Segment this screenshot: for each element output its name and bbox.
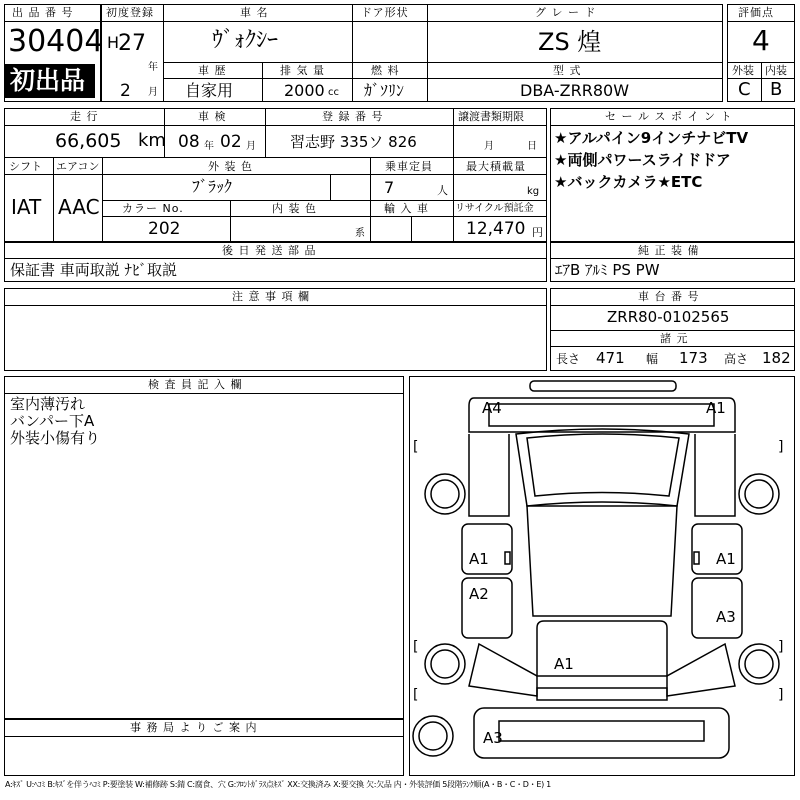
length-label: 長さ (556, 352, 581, 366)
year-unit: 年 (148, 62, 158, 73)
damage-mark: A4 (482, 399, 502, 417)
exterior-grade-label: 外装 (732, 64, 754, 77)
later-parts-label: 後 日 発 送 部 品 (222, 244, 317, 257)
score: 4 (752, 24, 770, 57)
damage-mark: A1 (469, 550, 489, 568)
grade: ZS 煌 (538, 28, 602, 56)
month-unit: 月 (148, 87, 158, 98)
later-parts: 保証書 車両取説 ﾅﾋﾞ取説 (10, 261, 178, 279)
registration-month: 2 (120, 81, 131, 101)
recycle-deposit-label: リサイクル預託金 (455, 203, 534, 214)
interior-grade: B (770, 79, 783, 100)
transfer-deadline-label: 譲渡書類期限 (458, 110, 524, 123)
dimensions-label: 諸 元 (660, 332, 689, 345)
interior-grade-label: 内装 (765, 64, 787, 77)
max-load-label: 最大積載量 (466, 160, 526, 173)
exterior-grade: C (738, 79, 751, 100)
damage-mark: A3 (716, 608, 736, 626)
damage-legend: A:ｷｽﾞ U:ﾍｺﾐ B:ｷｽﾞを伴うﾍｺﾐ P:要塗装 W:補修跡 S:錆 C:腐食、穴 G:ﾌﾛﾝﾄｶﾞﾗｽ点ｷｽﾞ XX:交換済み X:要交換 欠:欠品 内・外装評価 5段階ﾗﾝｸ順(A・B・C・D・E) 1 (5, 780, 551, 789)
history-label: 車 歴 (198, 64, 227, 77)
damage-mark: A2 (469, 585, 489, 603)
lot-number-label: 出 品 番 号 (12, 6, 74, 19)
height-label: 高さ (724, 352, 749, 366)
displacement-label: 排 気 量 (280, 64, 325, 77)
car-outline-diagram (409, 376, 795, 776)
door-type-label: ドア形状 (361, 6, 409, 19)
damage-mark: A1 (706, 399, 726, 417)
damage-mark: A1 (554, 655, 574, 673)
first-listing-label: 初出品 (10, 66, 86, 95)
inspector-line-1: 室内薄汚れ (10, 395, 86, 413)
color: ﾌﾞﾗｯｸ (192, 177, 233, 196)
mileage: 66,605 (55, 130, 122, 152)
inspection-label: 車 検 (198, 110, 227, 123)
equipment-label: 純 正 装 備 (638, 244, 700, 257)
capacity-unit: 人 (437, 184, 448, 197)
bracket-right-mid: ] (778, 639, 784, 655)
color-number: 202 (148, 219, 181, 239)
bracket-left-low: [ (413, 687, 419, 703)
bracket-right-low: ] (778, 687, 784, 703)
width-label: 幅 (646, 352, 659, 366)
bracket-right-top: ] (778, 439, 784, 455)
era-letter: H (107, 33, 120, 52)
capacity: 7 (384, 178, 395, 197)
sales-point-2: ★両側パワースライドドア (554, 151, 731, 169)
bracket-left-mid: [ (413, 639, 419, 655)
inspection-year: 08 (178, 132, 200, 152)
lot-number: 30404 (8, 24, 104, 59)
model-label: 型 式 (553, 64, 582, 77)
width: 173 (679, 349, 708, 367)
recycle-deposit-unit: 円 (532, 226, 543, 239)
inspector-label: 検 査 員 記 入 欄 (148, 378, 243, 391)
office-label: 事 務 局 よ り ご 案 内 (130, 721, 258, 734)
capacity-label: 乗車定員 (385, 160, 433, 173)
ac-label: エアコン (56, 160, 100, 173)
height: 182 (762, 349, 791, 367)
bracket-left-top: [ (413, 439, 419, 455)
registration-year: 27 (118, 31, 146, 56)
registration-number: 習志野 335ソ 826 (290, 133, 417, 151)
interior-color-label: 内 装 色 (272, 202, 317, 215)
mileage-label: 走 行 (70, 110, 99, 123)
length: 471 (596, 349, 625, 367)
interior-color-unit: 系 (355, 228, 365, 239)
displacement-unit: cc (328, 87, 339, 98)
grade-label: グ レ ー ド (535, 6, 597, 19)
import-label: 輸 入 車 (384, 202, 429, 215)
chassis-number-label: 車 台 番 号 (638, 290, 700, 303)
damage-mark: A1 (716, 550, 736, 568)
recycle-deposit: 12,470 (466, 219, 526, 239)
sales-point-1: ★アルパイン9インチナビTV (554, 129, 749, 147)
notes-label: 注 意 事 項 欄 (232, 290, 310, 303)
first-registration-label: 初度登録 (106, 6, 154, 19)
sales-point-3: ★バックカメラ★ETC (554, 173, 703, 191)
car-name-label: 車 名 (240, 6, 269, 19)
ac: AAC (58, 195, 100, 219)
inspection-month: 02 (220, 132, 242, 152)
fuel-label: 燃 料 (371, 64, 400, 77)
inspector-line-2: バンパー下A (10, 412, 95, 430)
shift-label: シフト (9, 160, 42, 173)
shift: IAT (11, 195, 42, 219)
color-number-label: カラー No. (122, 202, 184, 215)
transfer-day-unit: 日 (527, 141, 537, 152)
transfer-month-unit: 月 (484, 141, 494, 152)
model-code: DBA-ZRR80W (520, 81, 630, 100)
sales-points-label: セ ー ル ス ポ イ ン ト (605, 110, 733, 123)
mileage-unit: km (138, 130, 166, 151)
fuel: ｶﾞｿﾘﾝ (364, 81, 405, 100)
max-load-unit: kg (527, 186, 540, 197)
car-name: ｳﾞｫｸｼｰ (212, 28, 279, 53)
score-label: 評価点 (738, 6, 774, 19)
inspection-year-unit: 年 (204, 141, 214, 152)
chassis-number: ZRR80-0102565 (607, 308, 730, 326)
inspection-month-unit: 月 (246, 141, 256, 152)
inspector-line-3: 外装小傷有り (10, 429, 101, 447)
history: 自家用 (185, 81, 234, 100)
registration-number-label: 登 録 番 号 (322, 110, 384, 123)
equipment: ｴｱB ｱﾙﾐ PS PW (555, 261, 660, 279)
displacement: 2000 (284, 81, 325, 100)
color-label: 外 装 色 (208, 160, 253, 173)
damage-mark: A3 (483, 729, 503, 747)
